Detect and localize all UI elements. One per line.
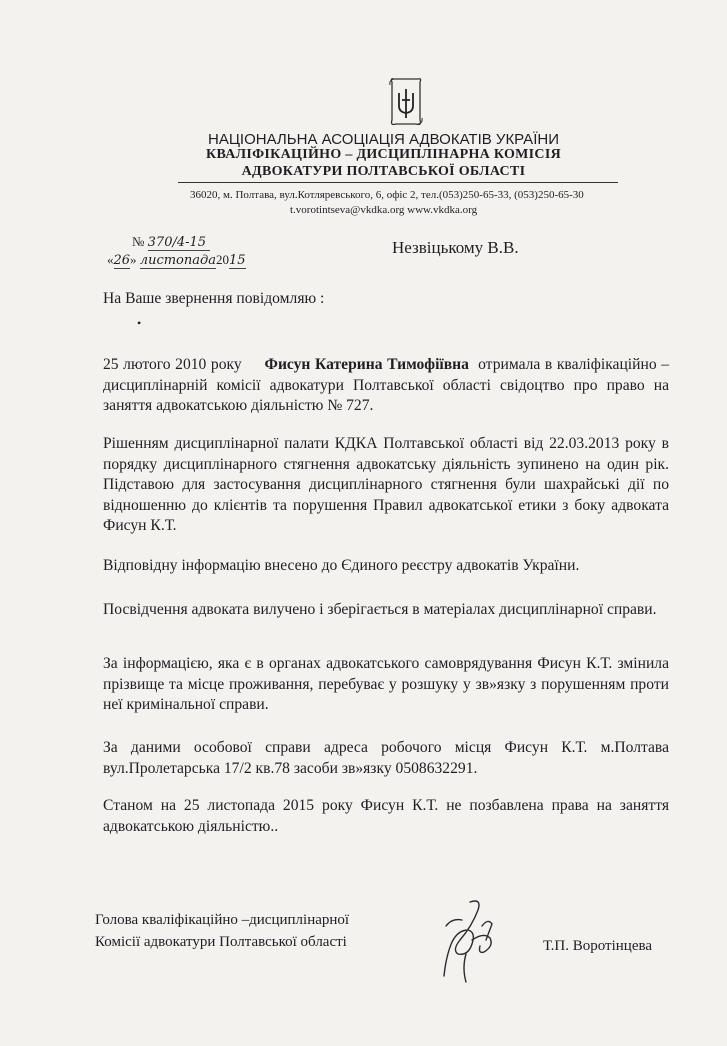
signer-name: Т.П. Воротінцева — [543, 938, 653, 954]
org-name-line3: АДВОКАТУРИ ПОЛТАВСЬКОЇ ОБЛАСТІ — [241, 164, 526, 179]
org-contacts: t.vorotintseva@vkdka.org www.vkdka.org — [290, 204, 478, 216]
date-open-quote: « — [107, 252, 114, 267]
recipient-name: Незвіцькому В.В. — [392, 238, 519, 257]
stray-mark: • — [137, 316, 142, 330]
reference-date — [107, 252, 246, 269]
signatory-title-line2: Комісії адвокатури Полтавської області — [95, 934, 347, 950]
p1-person-name: Фисун Катерина Тимофіївна — [264, 356, 469, 373]
paragraph-5: За інформацією, яка є в органах адвокатського самоврядування Фисун К.Т. змінила прізвище та місце проживання, перебуває у розшуку у зв»язку з порушенням проти неї кримінальної справи. — [103, 655, 669, 713]
paragraph-7: Станом на 25 листопада 2015 року Фисун К.Т. не позбавлена права на заняття адвокатською діяльністю.. — [103, 797, 669, 835]
p1-rest: отримала в кваліфікаційно – дисциплінарній комісії адвокатури Полтавської області свідоцтво про право на заняття адвокатською діяльністю № 727. — [103, 356, 669, 414]
paragraph-1 — [103, 355, 669, 417]
handwritten-signature-icon — [422, 896, 512, 988]
paragraph-6: За даними особової справи адреса робочого місця Фисун К.Т. м.Полтава вул.Пролетарська 17/2 кв.78 засоби зв»язку 0508632291. — [103, 739, 669, 777]
reference-number-value: 370/4-15 — [148, 235, 210, 251]
date-close-quote: » — [130, 252, 137, 267]
org-name-line1: НАЦІОНАЛЬНА АСОЦІАЦІЯ АДВОКАТІВ УКРАЇНИ — [208, 131, 559, 148]
greeting-line: На Ваше звернення повідомляю : — [103, 290, 325, 307]
date-year: 15 — [229, 253, 246, 268]
p1-date: 25 лютого 2010 року — [103, 356, 242, 373]
date-year-prefix: 20 — [216, 252, 229, 267]
trident-emblem-icon — [386, 76, 426, 128]
signatory-title-line1: Голова кваліфікаційно –дисциплінарної — [95, 912, 350, 928]
reference-number-prefix: № — [132, 234, 145, 249]
paragraph-4: Посвідчення адвоката вилучено і зберігається в матеріалах дисциплінарної справи. — [103, 601, 657, 618]
header-divider — [178, 182, 618, 183]
paragraph-2: Рішенням дисциплінарної палати КДКА Полтавської області від 22.03.2013 року в порядку дисциплінарного стягнення адвокатську діяльність зупинено на один рік. Підставою для застосування дисциплінарного стягнення були шахрайські дії по відношенню до клієнтів та порушення Правил адвокатської етики з боку адвоката Фисун К.Т. — [103, 435, 669, 534]
reference-number — [132, 234, 210, 251]
org-address: 36020, м. Полтава, вул.Котляревського, 6, офіс 2, тел.(053)250-65-33, (053)250-65-30 — [190, 189, 584, 201]
org-name-line2: КВАЛІФІКАЦІЙНО – ДИСЦИПЛІНАРНА КОМІСІЯ — [206, 147, 561, 162]
date-month: листопада — [139, 253, 216, 268]
paragraph-3: Відповідну інформацію внесено до Єдиного реєстру адвокатів України. — [103, 557, 580, 574]
date-day: 26 — [113, 253, 131, 268]
